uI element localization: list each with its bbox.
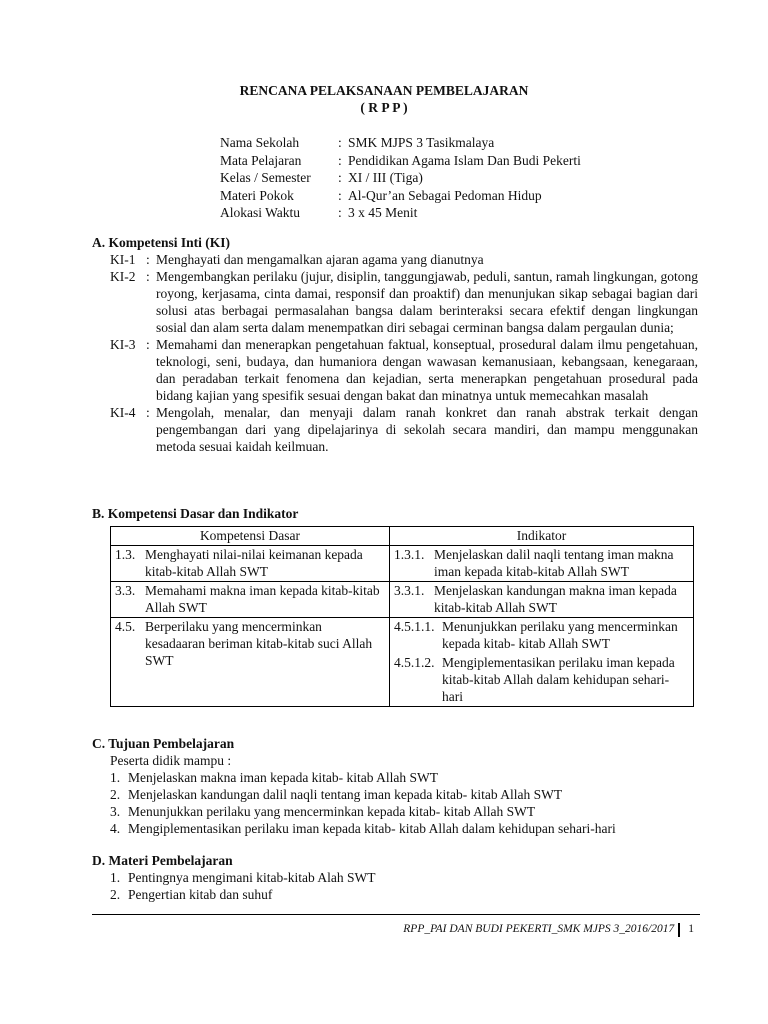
list-text: Mengiplementasikan perilaku iman kepada kitab- kitab Allah dalam kehidupan sehari-hari: [128, 821, 616, 836]
indicator-cell: [390, 618, 694, 707]
kd-text: Memahami makna iman kepada kitab-kitab Allah SWT: [145, 583, 380, 615]
ki-text: Menghayati dan mengamalkan ajaran agama yang dianutnya: [156, 252, 484, 267]
list-number: 1.: [110, 770, 121, 785]
list-item: [110, 886, 375, 903]
section-c-heading: C. Tujuan Pembelajaran: [92, 736, 235, 751]
list-text: Menjelaskan kandungan dalil naqli tentang iman kepada kitab- kitab Allah SWT: [128, 787, 563, 802]
ki-item: [110, 404, 698, 455]
ki-item: [110, 336, 698, 404]
column-header-kd: Kompetensi Dasar: [111, 527, 390, 546]
info-separator: :: [338, 170, 342, 185]
list-item: [110, 769, 616, 786]
indicator-text: Menunjukkan perilaku yang mencerminkan kepada kitab- kitab Allah SWT: [442, 619, 678, 651]
ki-code: KI-4: [110, 405, 136, 420]
section-b-heading: B. Kompetensi Dasar dan Indikator: [92, 506, 299, 521]
kd-cell: [111, 618, 390, 707]
page-number: 1: [688, 923, 694, 935]
ki-colon: :: [146, 405, 150, 420]
indicator-cell: [390, 546, 694, 582]
kd-cell: [111, 582, 390, 618]
list-item: [110, 786, 616, 803]
competency-table: [110, 526, 694, 707]
indicator-cell: [390, 582, 694, 618]
title-line-1: RENCANA PELAKSANAAN PEMBELAJARAN: [239, 83, 529, 98]
info-separator: :: [338, 152, 342, 168]
list-item: [110, 869, 375, 886]
list-number: 2.: [110, 887, 121, 902]
info-separator: :: [338, 187, 342, 203]
info-label: Nama Sekolah: [220, 135, 300, 150]
info-row: [220, 152, 581, 170]
ki-code: KI-2: [110, 269, 136, 284]
title-line-2: ( R P P ): [360, 100, 408, 115]
info-value: Al-Qur’an Sebagai Pedoman Hidup: [348, 187, 542, 203]
ki-item: [110, 268, 698, 336]
section-a-heading: A. Kompetensi Inti (KI): [92, 235, 230, 250]
list-number: 2.: [110, 787, 121, 802]
indicator-text: Menjelaskan dalil naqli tentang iman makna iman kepada kitab-kitab Allah SWT: [434, 547, 674, 579]
document-title: [0, 82, 768, 116]
info-row: [220, 204, 581, 222]
materials-list: [110, 869, 375, 903]
ki-text: Mengolah, menalar, dan menyaji dalam ranah konkret dan ranah abstrak terkait dengan pengembangan dari yang dipelajarinya di sekolah secara mandiri, dan mampu menggunakan metoda sesuai kaidah keilmuan.: [156, 405, 698, 454]
footer-text: RPP_PAI DAN BUDI PEKERTI_SMK MJPS 3_2016/2017: [403, 923, 675, 935]
list-text: Pentingnya mengimani kitab-kitab Alah SWT: [128, 870, 376, 885]
info-label: Kelas / Semester: [220, 170, 311, 185]
column-header-indikator: Indikator: [390, 527, 694, 546]
indicator-text: Mengiplementasikan perilaku iman kepada kitab-kitab Allah dalam kehidupan sehari-hari: [442, 655, 675, 704]
list-text: Menjelaskan makna iman kepada kitab- kitab Allah SWT: [128, 770, 439, 785]
info-separator: :: [338, 205, 342, 220]
page-footer: [403, 921, 694, 938]
indicator-number: 4.5.1.1.: [394, 619, 435, 634]
info-row: [220, 134, 581, 152]
kd-number: 1.3.: [115, 547, 136, 562]
kd-number: 3.3.: [115, 583, 136, 598]
objectives-list: [110, 752, 616, 837]
info-row: [220, 169, 581, 187]
table-row: [111, 546, 694, 582]
table-row: [111, 582, 694, 618]
list-text: Menunjukkan perilaku yang mencerminkan kepada kitab- kitab Allah SWT: [128, 804, 536, 819]
list-number: 1.: [110, 870, 121, 885]
indicator-number: 1.3.1.: [394, 547, 425, 562]
list-item: [110, 820, 616, 837]
info-value: Pendidikan Agama Islam Dan Budi Pekerti: [348, 152, 581, 168]
kd-number: 4.5.: [115, 619, 136, 634]
ki-list: [110, 251, 698, 455]
kd-cell: [111, 546, 390, 582]
footer-rule: [92, 914, 700, 915]
info-label: Mata Pelajaran: [220, 152, 302, 168]
kd-text: Menghayati nilai-nilai keimanan kepada kitab-kitab Allah SWT: [145, 547, 363, 579]
info-label: Alokasi Waktu: [220, 205, 301, 220]
section-d-heading: D. Materi Pembelajaran: [92, 853, 233, 868]
indicator-number: 3.3.1.: [394, 583, 425, 598]
identity-block: [220, 134, 581, 222]
list-number: 3.: [110, 804, 121, 819]
info-value: 3 x 45 Menit: [348, 205, 418, 220]
list-text: Pengertian kitab dan suhuf: [128, 887, 273, 902]
ki-text: Mengembangkan perilaku (jujur, disiplin, tanggungjawab, peduli, santun, ramah lingkungan, gotong royong, kerjasama, cinta damai, responsif dan proaktif) dan menunjukan sikap sebagai bagian dari solusi atas berbagai permasalahan bangsa dalam berinteraksi secara efektif dengan lingkungan sosial dan alam serta dalam menempatkan diri sebagai cerminan bangsa dalam pergaulan dunia;: [156, 269, 698, 335]
objectives-intro: Peserta didik mampu :: [110, 753, 232, 768]
ki-code: KI-3: [110, 337, 136, 352]
footer-divider: [678, 923, 680, 937]
info-separator: :: [338, 135, 342, 150]
info-label: Materi Pokok: [220, 187, 294, 203]
ki-code: KI-1: [110, 252, 136, 267]
indicator-number: 4.5.1.2.: [394, 655, 435, 670]
ki-colon: :: [146, 337, 150, 352]
table-row: [111, 618, 694, 707]
ki-colon: :: [146, 269, 150, 284]
list-item: [110, 803, 616, 820]
ki-colon: :: [146, 252, 150, 267]
info-value: XI / III (Tiga): [348, 170, 423, 185]
list-number: 4.: [110, 821, 121, 836]
kd-text: Berperilaku yang mencerminkan kesadaaran beriman kitab-kitab suci Allah SWT: [145, 619, 373, 668]
indicator-text: Menjelaskan kandungan makna iman kepada kitab-kitab Allah SWT: [434, 583, 677, 615]
table-header-row: [111, 527, 694, 546]
info-value: SMK MJPS 3 Tasikmalaya: [348, 135, 495, 150]
ki-item: [110, 251, 698, 268]
ki-text: Memahami dan menerapkan pengetahuan faktual, konseptual, prosedural dalam ilmu pengetahuan, teknologi, seni, budaya, dan humaniora dengan wawasan kemanusiaan, kebangsaan, kenegaraan, dan peradaban terkait fenomena dan kejadian, serta menerapkan pengetahuan prosedural pada bidang kajian yang spesifik sesuai dengan bakat dan minatnya untuk memecahkan masalah: [156, 337, 698, 403]
info-row: [220, 187, 581, 205]
